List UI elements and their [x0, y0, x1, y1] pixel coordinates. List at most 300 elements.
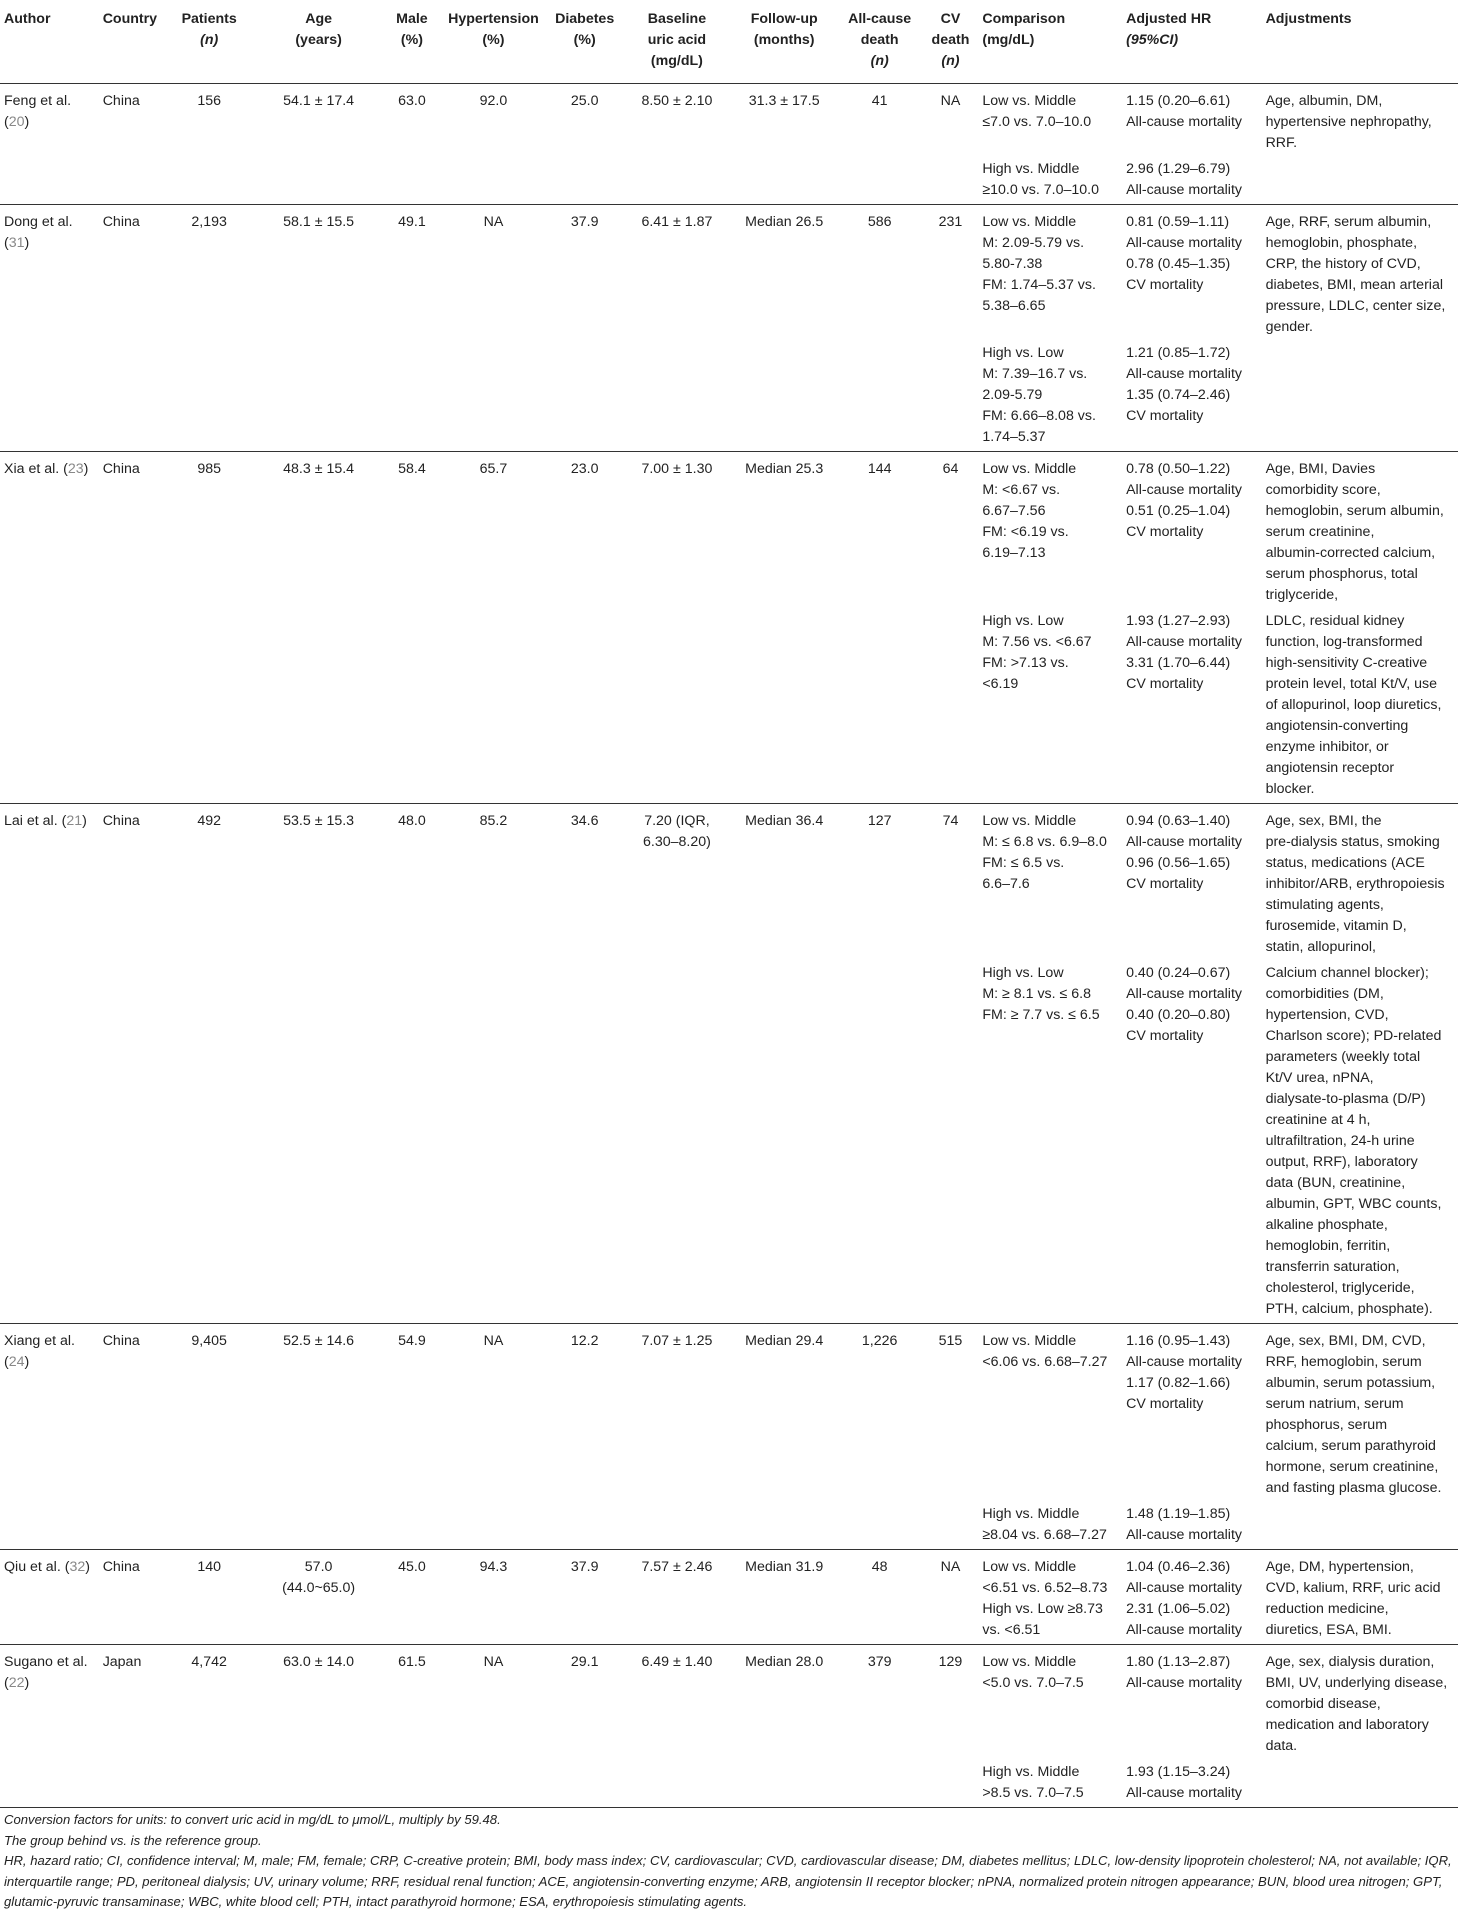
adjustments-line: Age, sex, dialysis duration,: [1265, 1654, 1435, 1670]
male-cell: [384, 452, 440, 804]
comparison-line: Low vs. Middle: [982, 461, 1077, 477]
comparison-line: High vs. Middle: [982, 1764, 1080, 1780]
diabetes-cell: [547, 205, 622, 452]
column-header: [1122, 0, 1261, 84]
reference-link[interactable]: 21: [66, 813, 83, 829]
all-cause-death-cell-value: 586: [867, 214, 892, 230]
adjustments-line: ultrafiltration, 24-h urine: [1265, 1133, 1415, 1149]
hazard-ratio-line: All-cause mortality: [1126, 834, 1242, 850]
column-header: [1262, 0, 1458, 84]
hazard-ratio-line: CV mortality: [1126, 408, 1204, 424]
comparison-line: Low vs. Middle: [982, 1559, 1077, 1575]
comparison-line: ≥10.0 vs. 7.0–10.0: [982, 182, 1099, 198]
hazard-ratio-line: CV mortality: [1126, 1028, 1204, 1044]
comparison-cell: [978, 84, 1122, 158]
age-value: 63.0 ± 14.0: [283, 1654, 355, 1670]
patients-cell-value: 4,742: [191, 1654, 227, 1670]
adjustments-line: Age, BMI, Davies: [1265, 461, 1376, 477]
adjustments-line: data (BUN, creatinine,: [1265, 1175, 1406, 1191]
uric-acid-value: 7.57 ± 2.46: [641, 1559, 713, 1575]
author-cell: [0, 452, 99, 804]
adjustments-line: statin, allopurinol,: [1265, 939, 1376, 955]
adjustments-line: of allopurinol, loop diuretics,: [1265, 697, 1442, 713]
table-header: [0, 0, 1458, 84]
adjustments-line: data.: [1265, 1738, 1298, 1754]
cv-death-cell: [923, 84, 979, 205]
adjustments-cell: [1262, 157, 1458, 205]
column-header-line: Male: [396, 11, 428, 27]
hazard-ratio-line: All-cause mortality: [1126, 986, 1242, 1002]
followup-cell-value: 31.3 ± 17.5: [748, 93, 820, 109]
hazard-ratio-cell: [1122, 1550, 1261, 1645]
hazard-ratio-line: All-cause mortality: [1126, 1675, 1242, 1691]
comparison-line: ≤7.0 vs. 7.0–10.0: [982, 114, 1092, 130]
hazard-ratio-cell: [1122, 1645, 1261, 1761]
hazard-ratio-line: 0.51 (0.25–1.04): [1126, 503, 1231, 519]
hazard-ratio-line: CV mortality: [1126, 277, 1204, 293]
patients-cell-value: 492: [197, 813, 222, 829]
comparison-cell: [978, 205, 1122, 342]
followup-cell: [732, 452, 837, 804]
author-cell: [0, 804, 99, 1324]
uric-acid-cell: [622, 1550, 731, 1645]
adjustments-line: enzyme inhibitor, or: [1265, 739, 1389, 755]
author-name: Lai et al. (: [4, 813, 67, 829]
uric-acid-cell: [622, 1324, 731, 1550]
country-cell-value: Japan: [102, 1654, 142, 1670]
comparison-cell: [978, 1550, 1122, 1645]
patients-cell: [165, 1550, 253, 1645]
cv-death-cell-value: 74: [942, 813, 959, 829]
adjustments-line: diuretics, ESA, BMI.: [1265, 1622, 1392, 1638]
column-header-line: Country: [102, 11, 158, 27]
diabetes-cell: [547, 452, 622, 804]
column-header-line: uric acid: [647, 32, 707, 48]
hazard-ratio-line: 1.15 (0.20–6.61): [1126, 93, 1231, 109]
hazard-ratio-line: All-cause mortality: [1126, 1785, 1242, 1801]
adjustments-line: and fasting plasma glucose.: [1265, 1480, 1442, 1496]
adjustments-line: Age, albumin, DM,: [1265, 93, 1383, 109]
adjustments-line: Age, DM, hypertension,: [1265, 1559, 1414, 1575]
age-value: 48.3 ± 15.4: [283, 461, 355, 477]
comparison-line: High vs. Low: [982, 345, 1064, 361]
comparison-line: <6.06 vs. 6.68–7.27: [982, 1354, 1108, 1370]
age-cell: [253, 452, 384, 804]
hazard-ratio-line: 0.81 (0.59–1.11): [1126, 214, 1230, 230]
hazard-ratio-line: All-cause mortality: [1126, 634, 1242, 650]
author-paren: (: [4, 1675, 9, 1691]
comparison-line: >8.5 vs. 7.0–7.5: [982, 1785, 1084, 1801]
author-name: Feng et al.: [4, 93, 72, 109]
age-range: (44.0~65.0): [282, 1580, 356, 1596]
hypertension-cell: [440, 1645, 547, 1808]
author-paren: (: [4, 114, 9, 130]
hazard-ratio-line: 2.31 (1.06–5.02): [1126, 1601, 1231, 1617]
uric-acid-value: 8.50 ± 2.10: [641, 93, 713, 109]
hazard-ratio-line: All-cause mortality: [1126, 366, 1242, 382]
adjustments-line: RRF.: [1265, 135, 1298, 151]
all-cause-death-cell-value: 379: [867, 1654, 892, 1670]
column-header-line: Hypertension: [448, 11, 539, 27]
age-value: 58.1 ± 15.5: [283, 214, 355, 230]
author-name: Xiang et al.: [4, 1333, 75, 1349]
comparison-cell: [978, 341, 1122, 452]
comparison-line: High vs. Low ≥8.73: [982, 1601, 1103, 1617]
hazard-ratio-line: CV mortality: [1126, 1396, 1204, 1412]
reference-link[interactable]: 23: [67, 461, 84, 477]
adjustments-line: Age, RRF, serum albumin,: [1265, 214, 1432, 230]
comparison-cell: [978, 609, 1122, 804]
hazard-ratio-cell: [1122, 452, 1261, 610]
column-header-line: Baseline: [647, 11, 707, 27]
patients-cell: [165, 205, 253, 452]
column-header-line: Comparison: [982, 11, 1066, 27]
age-value: 53.5 ± 15.3: [283, 813, 355, 829]
hypertension-cell: [440, 804, 547, 1324]
followup-cell: [732, 1645, 837, 1808]
adjustments-line: transferrin saturation,: [1265, 1259, 1400, 1275]
age-cell: [253, 1645, 384, 1808]
patients-cell: [165, 84, 253, 205]
comparison-line: ≥8.04 vs. 6.68–7.27: [982, 1527, 1107, 1543]
male-cell-value: 45.0: [398, 1559, 426, 1575]
author-paren: ): [85, 1559, 90, 1575]
column-header: [440, 0, 547, 84]
comparison-line: High vs. Middle: [982, 161, 1080, 177]
footnote: The group behind vs. is the reference group.: [4, 1832, 262, 1848]
hypertension-cell: [440, 1550, 547, 1645]
hazard-ratio-line: 1.16 (0.95–1.43): [1126, 1333, 1231, 1349]
hazard-ratio-line: 1.93 (1.15–3.24): [1126, 1764, 1231, 1780]
adjustments-line: Kt/V urea, nPNA,: [1265, 1070, 1374, 1086]
adjustments-line: Age, sex, BMI, DM, CVD,: [1265, 1333, 1426, 1349]
table-row: [0, 84, 1458, 158]
comparison-line: <6.51 vs. 6.52–8.73: [982, 1580, 1108, 1596]
column-header-line: (mg/dL): [650, 53, 703, 69]
followup-cell-value: Median 29.4: [745, 1333, 824, 1349]
country-cell-value: China: [102, 93, 140, 109]
hazard-ratio-line: 0.96 (0.56–1.65): [1126, 855, 1231, 871]
adjustments-cell: [1262, 1645, 1458, 1761]
author-name: Xia et al. (: [4, 461, 68, 477]
country-cell-value: China: [102, 214, 140, 230]
comparison-line: M: ≥ 8.1 vs. ≤ 6.8: [982, 986, 1091, 1002]
diabetes-cell: [547, 1645, 622, 1808]
country-cell: [99, 84, 166, 205]
cv-death-cell: [923, 804, 979, 1324]
cv-death-cell-value: 129: [938, 1654, 963, 1670]
author-paren: (: [4, 1354, 9, 1370]
comparison-cell: [978, 961, 1122, 1324]
comparison-cell: [978, 1760, 1122, 1808]
footnote: Conversion factors for units: to convert uric acid in mg/dL to μmol/L, multiply by 59.48.: [4, 1812, 501, 1827]
followup-cell-value: Median 36.4: [745, 813, 824, 829]
comparison-line: 2.09-5.79: [982, 387, 1043, 403]
patients-cell-value: 9,405: [191, 1333, 227, 1349]
adjustments-line: hormone, serum creatinine,: [1265, 1459, 1439, 1475]
hypertension-cell-value: NA: [483, 1654, 504, 1670]
followup-cell: [732, 1324, 837, 1550]
author-paren: ): [24, 1354, 30, 1370]
hazard-ratio-line: CV mortality: [1126, 876, 1204, 892]
adjustments-line: Age, sex, BMI, the: [1265, 813, 1382, 829]
cv-death-cell-value: 64: [942, 461, 959, 477]
adjustments-line: calcium, serum parathyroid: [1265, 1438, 1436, 1454]
uric-acid-cell: [622, 1645, 731, 1808]
table-row: [0, 452, 1458, 610]
adjustments-line: cholesterol, triglyceride,: [1265, 1280, 1415, 1296]
age-cell: [253, 1550, 384, 1645]
uric-acid-cell: [622, 205, 731, 452]
diabetes-cell: [547, 1550, 622, 1645]
followup-cell-value: Median 28.0: [745, 1654, 824, 1670]
patients-cell-value: 156: [197, 93, 222, 109]
all-cause-death-cell: [837, 84, 923, 205]
cv-death-cell: [923, 1324, 979, 1550]
followup-cell-value: Median 25.3: [745, 461, 824, 477]
reference-link[interactable]: 32: [69, 1559, 86, 1575]
comparison-cell: [978, 452, 1122, 610]
comparison-line: M: <6.67 vs.: [982, 482, 1061, 498]
diabetes-cell-value: 25.0: [570, 93, 599, 109]
adjustments-line: diabetes, BMI, mean arterial: [1265, 277, 1443, 293]
hazard-ratio-cell: [1122, 1760, 1261, 1808]
country-cell: [99, 1645, 166, 1808]
reference-link[interactable]: 31: [8, 235, 25, 251]
header-row: [0, 0, 1458, 84]
hazard-ratio-cell: [1122, 1502, 1261, 1550]
comparison-line: FM: <6.19 vs.: [982, 524, 1069, 540]
reference-link[interactable]: 22: [8, 1675, 25, 1691]
comparison-cell: [978, 1324, 1122, 1503]
adjustments-cell: [1262, 961, 1458, 1324]
adjustments-line: creatinine at 4 h,: [1265, 1112, 1371, 1128]
adjustments-line: BMI, UV, underlying disease,: [1265, 1675, 1448, 1691]
column-header-line: Patients: [181, 11, 237, 27]
comparison-cell: [978, 157, 1122, 205]
hazard-ratio-cell: [1122, 804, 1261, 962]
comparison-line: 6.67–7.56: [982, 503, 1046, 519]
uric-acid-value: 7.20 (IQR,: [644, 813, 710, 829]
adjustments-cell: [1262, 1324, 1458, 1503]
comparison-line: Low vs. Middle: [982, 93, 1077, 109]
column-header-line: Adjusted HR: [1126, 11, 1212, 27]
table-footnotes: [0, 1808, 1458, 1913]
column-header: [253, 0, 384, 84]
diabetes-cell-value: 37.9: [570, 214, 599, 230]
uric-acid-value: 7.00 ± 1.30: [641, 461, 713, 477]
adjustments-line: hypertensive nephropathy,: [1265, 114, 1432, 130]
adjustments-cell: [1262, 609, 1458, 804]
adjustments-line: hemoglobin, serum albumin,: [1265, 503, 1444, 519]
age-cell: [253, 84, 384, 205]
column-header: [547, 0, 622, 84]
hazard-ratio-line: 1.48 (1.19–1.85): [1126, 1506, 1231, 1522]
table-row: [0, 804, 1458, 962]
comparison-line: Low vs. Middle: [982, 813, 1077, 829]
patients-cell-value: 140: [197, 1559, 222, 1575]
uric-acid-cell: [622, 452, 731, 804]
uric-acid-value: 7.07 ± 1.25: [641, 1333, 713, 1349]
reference-link[interactable]: 24: [8, 1354, 25, 1370]
male-cell: [384, 205, 440, 452]
hazard-ratio-line: All-cause mortality: [1126, 1527, 1242, 1543]
country-cell-value: China: [102, 461, 140, 477]
adjustments-line: alkaline phosphate,: [1265, 1217, 1388, 1233]
cv-death-cell: [923, 1645, 979, 1808]
uric-acid-cell: [622, 84, 731, 205]
cv-death-cell-value: NA: [940, 1559, 961, 1575]
column-header-line: (%): [400, 32, 423, 48]
adjustments-line: medication and laboratory: [1265, 1717, 1429, 1733]
hazard-ratio-line: 1.04 (0.46–2.36): [1126, 1559, 1231, 1575]
comparison-line: FM: 6.66–8.08 vs.: [982, 408, 1096, 424]
reference-link[interactable]: 20: [8, 114, 25, 130]
hazard-ratio-line: 0.78 (0.50–1.22): [1126, 461, 1231, 477]
column-header-line: (months): [753, 32, 815, 48]
followup-cell: [732, 804, 837, 1324]
column-header-line: (years): [295, 32, 342, 48]
comparison-line: FM: ≥ 7.7 vs. ≤ 6.5: [982, 1007, 1100, 1023]
column-header: [732, 0, 837, 84]
patients-cell: [165, 1324, 253, 1550]
comparison-line: High vs. Middle: [982, 1506, 1080, 1522]
male-cell-value: 61.5: [398, 1654, 426, 1670]
column-header-line: (mg/dL): [982, 32, 1035, 48]
table-row: [0, 205, 1458, 342]
hazard-ratio-cell: [1122, 609, 1261, 804]
adjustments-line: blocker.: [1265, 781, 1315, 797]
column-header-line: (95%CI): [1126, 32, 1179, 48]
table-row: [0, 1550, 1458, 1645]
cv-death-cell-value: 231: [938, 214, 963, 230]
country-cell-value: China: [102, 813, 140, 829]
patients-cell: [165, 804, 253, 1324]
hazard-ratio-cell: [1122, 341, 1261, 452]
author-cell: [0, 1550, 99, 1645]
hazard-ratio-line: 0.94 (0.63–1.40): [1126, 813, 1231, 829]
adjustments-line: PTH, calcium, phosphate).: [1265, 1301, 1433, 1317]
adjustments-line: pre-dialysis status, smoking: [1265, 834, 1440, 850]
adjustments-line: serum natrium, serum: [1265, 1396, 1404, 1412]
comparison-line: FM: 1.74–5.37 vs.: [982, 277, 1096, 293]
male-cell-value: 63.0: [398, 93, 426, 109]
adjustments-line: Charlson score); PD-related: [1265, 1028, 1442, 1044]
hazard-ratio-line: 0.40 (0.20–0.80): [1126, 1007, 1231, 1023]
male-cell: [384, 804, 440, 1324]
followup-cell-value: Median 26.5: [745, 214, 824, 230]
hypertension-cell: [440, 84, 547, 205]
adjustments-line: function, log-transformed: [1265, 634, 1423, 650]
adjustments-cell: [1262, 205, 1458, 342]
followup-cell-value: Median 31.9: [745, 1559, 824, 1575]
column-header: [923, 0, 979, 84]
adjustments-line: protein level, total Kt/V, use: [1265, 676, 1437, 692]
all-cause-death-cell: [837, 1645, 923, 1808]
country-cell-value: China: [102, 1333, 140, 1349]
all-cause-death-cell: [837, 1324, 923, 1550]
author-paren: ): [24, 1675, 30, 1691]
hazard-ratio-line: All-cause mortality: [1126, 114, 1242, 130]
comparison-line: 6.19–7.13: [982, 545, 1046, 561]
uric-acid-value: 6.49 ± 1.40: [641, 1654, 713, 1670]
hazard-ratio-cell: [1122, 205, 1261, 342]
author-name: Sugano et al.: [4, 1654, 88, 1670]
column-header-line: (n): [941, 53, 960, 69]
followup-cell: [732, 84, 837, 205]
hypertension-cell: [440, 205, 547, 452]
column-header-line: Follow-up: [750, 11, 818, 27]
country-cell: [99, 452, 166, 804]
hazard-ratio-line: All-cause mortality: [1126, 1354, 1242, 1370]
author-paren: ): [24, 114, 30, 130]
author-name: Qiu et al. (: [4, 1559, 70, 1575]
column-header-line: CV: [940, 11, 961, 27]
hazard-ratio-line: All-cause mortality: [1126, 235, 1242, 251]
hazard-ratio-cell: [1122, 84, 1261, 158]
all-cause-death-cell-value: 41: [871, 93, 888, 109]
cv-death-cell: [923, 452, 979, 804]
hypertension-cell: [440, 1324, 547, 1550]
adjustments-line: status, medications (ACE: [1265, 855, 1425, 871]
adjustments-line: serum phosphorus, total: [1265, 566, 1418, 582]
all-cause-death-cell-value: 1,226: [861, 1333, 898, 1349]
country-cell-value: China: [102, 1559, 140, 1575]
adjustments-line: CRP, the history of CVD,: [1265, 256, 1421, 272]
column-header-line: death: [931, 32, 970, 48]
hypertension-cell: [440, 452, 547, 804]
hazard-ratio-line: All-cause mortality: [1126, 1580, 1242, 1596]
all-cause-death-cell-value: 127: [867, 813, 892, 829]
male-cell: [384, 1645, 440, 1808]
author-cell: [0, 84, 99, 205]
hazard-ratio-line: 1.17 (0.82–1.66): [1126, 1375, 1231, 1391]
hazard-ratio-line: 1.35 (0.74–2.46): [1126, 387, 1231, 403]
hazard-ratio-line: 1.80 (1.13–2.87): [1126, 1654, 1231, 1670]
comparison-line: 5.80-7.38: [982, 256, 1043, 272]
comparison-line: Low vs. Middle: [982, 214, 1077, 230]
author-paren: (: [4, 235, 9, 251]
patients-cell-value: 2,193: [191, 214, 227, 230]
column-header: [0, 0, 99, 84]
age-value: 57.0: [304, 1559, 333, 1575]
adjustments-line: high-sensitivity C-creative: [1265, 655, 1428, 671]
male-cell-value: 48.0: [398, 813, 426, 829]
column-header: [837, 0, 923, 84]
age-cell: [253, 1324, 384, 1550]
comparison-line: M: 7.56 vs. <6.67: [982, 634, 1092, 650]
hazard-ratio-line: CV mortality: [1126, 524, 1204, 540]
adjustments-line: LDLC, residual kidney: [1265, 613, 1405, 629]
hazard-ratio-line: 0.40 (0.24–0.67): [1126, 965, 1231, 981]
diabetes-cell-value: 29.1: [570, 1654, 599, 1670]
male-cell-value: 54.9: [398, 1333, 426, 1349]
comparison-cell: [978, 1645, 1122, 1761]
comparison-line: Low vs. Middle: [982, 1654, 1077, 1670]
adjustments-cell: [1262, 1760, 1458, 1808]
comparison-line: <5.0 vs. 7.0–7.5: [982, 1675, 1084, 1691]
table-row: [0, 1645, 1458, 1761]
country-cell: [99, 1550, 166, 1645]
adjustments-cell: [1262, 804, 1458, 962]
uric-acid-range: 6.30–8.20): [642, 834, 711, 850]
adjustments-line: serum creatinine,: [1265, 524, 1375, 540]
comparison-line: Low vs. Middle: [982, 1333, 1077, 1349]
adjustments-line: triglyceride,: [1265, 587, 1339, 603]
adjustments-line: CVD, kalium, RRF, uric acid: [1265, 1580, 1441, 1596]
comparison-line: FM: ≤ 6.5 vs.: [982, 855, 1065, 871]
hypertension-cell-value: 92.0: [479, 93, 508, 109]
